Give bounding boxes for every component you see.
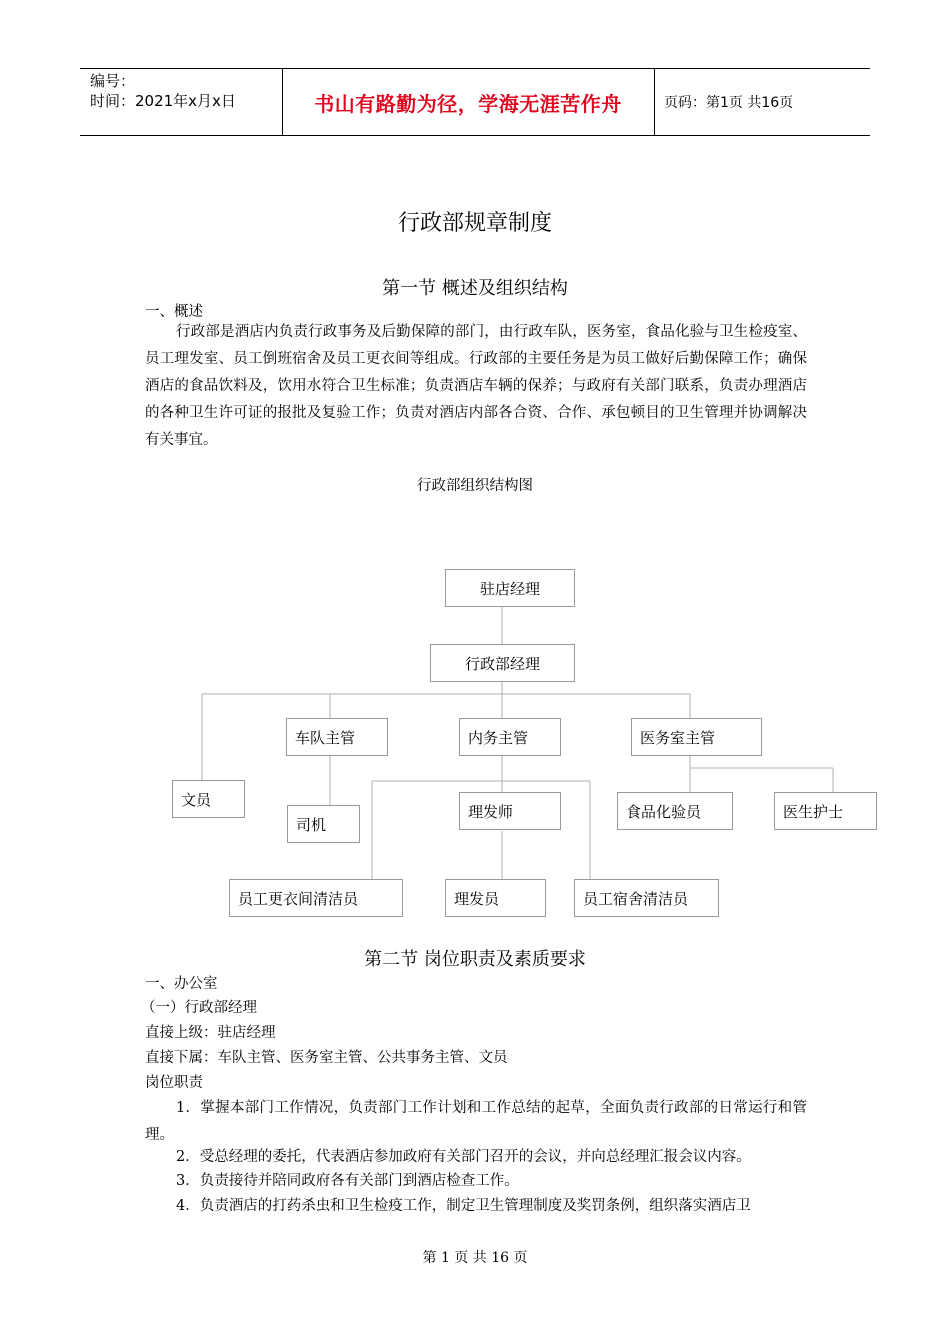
org-box-clerk: 文员 [172,780,245,818]
duties-heading: 岗位职责 [145,1075,203,1091]
section-1-title: 第一节 概述及组织结构 [382,278,568,299]
section-1-subheading: 一、概述 [145,304,203,320]
document-title: 行政部规章制度 [397,211,552,236]
header-divider [654,69,655,135]
org-box-manager: 行政部经理 [430,644,575,682]
header-meta [90,71,236,111]
duty-item: 3．负责接待并陪同政府各有关部门到酒店检查工作。 [176,1173,519,1189]
page-footer: 第 1 页 共 16 页 [422,1250,528,1266]
org-box-gm: 驻店经理 [445,569,575,607]
header-motto: 书山有路勤为径，学海无涯苦作舟 [314,91,622,116]
role-heading: （一）行政部经理 [141,1000,257,1016]
header-date: 时间：2021年x月x日 [90,92,236,110]
org-box-locker-cleaner: 员工更衣间清洁员 [229,879,403,917]
duty-item: 2．受总经理的委托，代表酒店参加政府有关部门召开的会议，并向总经理汇报会议内容。 [176,1149,751,1165]
org-box-dorm-cleaner: 员工宿舍清洁员 [574,879,719,917]
org-box-barber: 理发员 [445,879,546,917]
section-2-title: 第二节 岗位职责及素质要求 [364,949,586,970]
direct-superior: 直接上级：驻店经理 [145,1025,276,1041]
overview-paragraph: 行政部是酒店内负责行政事务及后勤保障的部门，由行政车队，医务室，食品化验与卫生检疫室、员工理发室、员工倒班宿舍及员工更衣间等组成。行政部的主要任务是为员工做好后勤保障工作；确保酒店的食品饮料及，饮用水符合卫生标准；负责酒店车辆的保养；与政府有关部门联系，负责办理酒店的各种卫生许可证的报批及复验工作；负责对酒店内部各合资、合作、承包顿目的卫生管理并协调解决有关事宜。 [145,324,807,448]
header-page-number: 页码：第1页 共16页 [664,95,794,111]
org-box-barber-master: 理发师 [459,792,561,830]
org-box-nurse: 医生护士 [774,792,877,830]
duty-item: 4．负责酒店的打药杀虫和卫生检疫工作，制定卫生管理制度及奖罚条例，组织落实酒店卫 [176,1198,751,1214]
duty-item: 1．掌握本部门工作情况，负责部门工作计划和工作总结的起草，全面负责行政部的日常运行和管理。 [145,1100,807,1143]
page-header [80,68,870,136]
org-box-medical: 医务室主管 [631,718,762,756]
org-box-food-tester: 食品化验员 [617,792,733,830]
header-number: 编号： [90,72,136,90]
org-box-fleet: 车队主管 [286,718,388,756]
direct-subordinates: 直接下属：车队主管、医务室主管、公共事务主管、文员 [145,1050,508,1066]
org-chart-caption: 行政部组织结构图 [417,478,533,494]
org-box-driver: 司机 [287,805,360,843]
section-2-subheading: 一、办公室 [145,976,218,992]
org-box-internal: 内务主管 [459,718,561,756]
